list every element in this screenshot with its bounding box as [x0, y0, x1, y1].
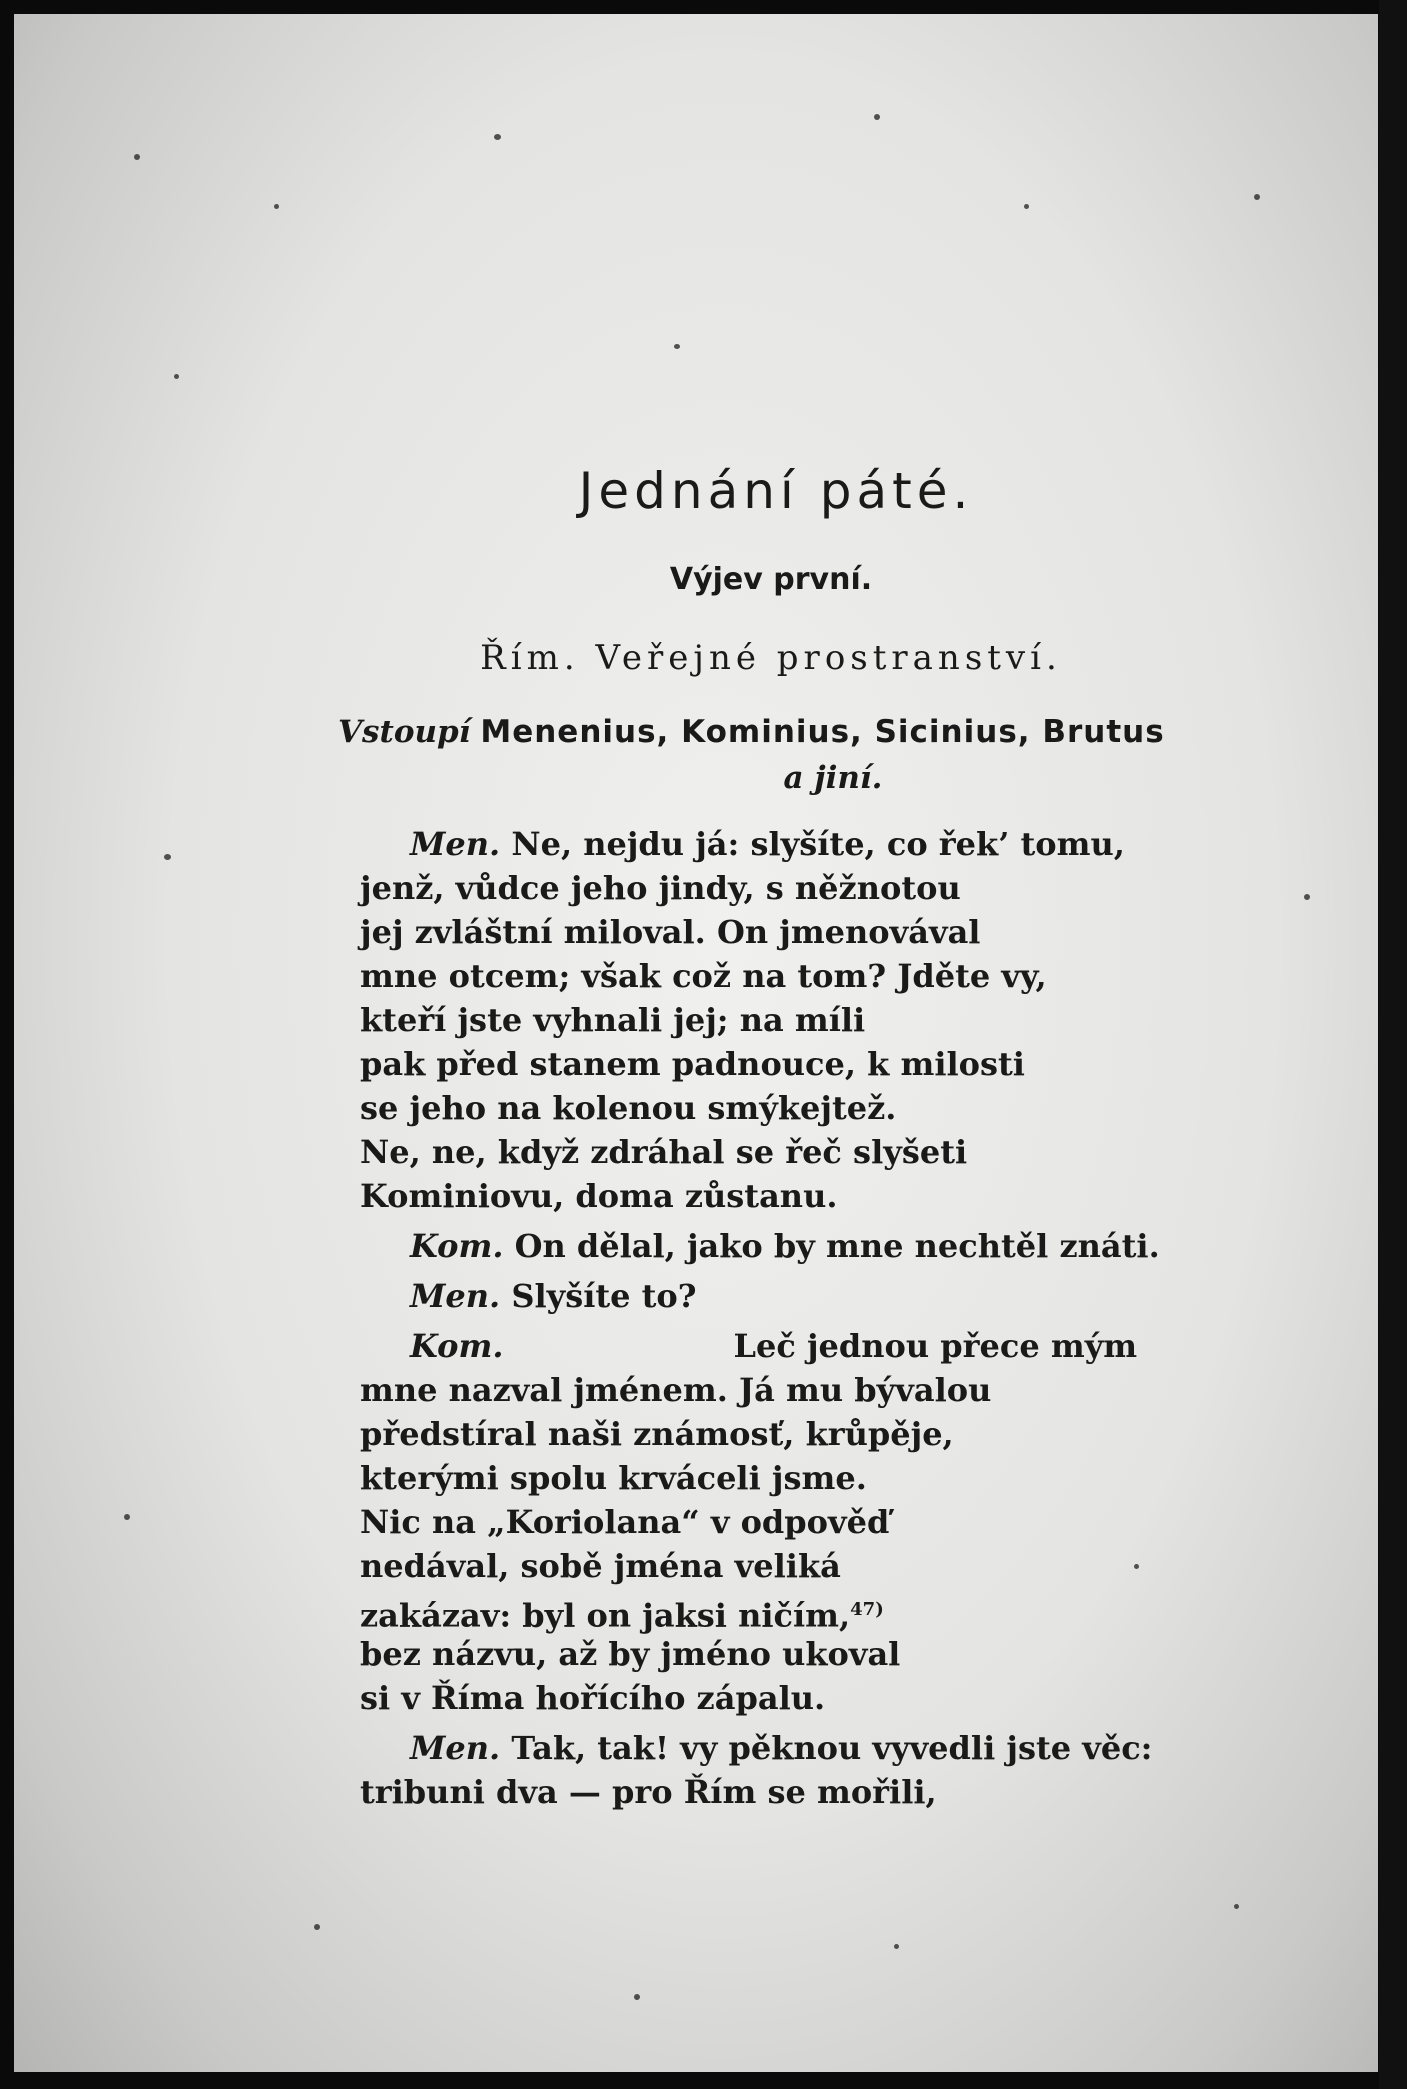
verse-line: si v Říma hořícího zápalu. [360, 1679, 826, 1717]
stage-verb: Vstoupí [338, 714, 471, 750]
stage-names: Menenius, Kominius, Sicinius, Brutus [480, 714, 1165, 750]
scene-title: Výjev první. [669, 562, 873, 597]
verse-line: zakázav: byl on jaksi ničím,$^{47)}$ [360, 1596, 884, 1635]
speaker-label: Kom. [410, 1327, 504, 1365]
speck [894, 1944, 899, 1949]
speck [1254, 194, 1260, 200]
speaker-label: Kom. [410, 1227, 504, 1265]
verse-line: Men. Tak, tak! vy pěknou vyvedli jste věc: [410, 1729, 1153, 1767]
verse-line: mne nazval jménem. Já mu bývalou [360, 1371, 992, 1409]
verse-line: kteří jste vyhnali jej; na míli [360, 1001, 866, 1039]
speck [634, 1994, 640, 2000]
verse-line: Men. Ne, nejdu já: slyšíte, co řek’ tomu, [410, 825, 1125, 863]
speck [174, 374, 179, 379]
verse-line: tribuni dva — pro Řím se mořili, [360, 1773, 937, 1811]
speck [124, 1514, 130, 1520]
verse-line: bez názvu, až by jméno ukoval [360, 1635, 901, 1673]
speck [164, 854, 171, 860]
speck [134, 154, 140, 160]
verse-line: jej zvláštní miloval. On jmenovával [360, 913, 981, 951]
verse-line: nedával, sobě jména veliká [360, 1547, 841, 1585]
verse-line: Ne, ne, když zdráhal se řeč slyšeti [360, 1133, 968, 1171]
speck [1304, 894, 1310, 900]
footnote-mark: 47) [850, 1599, 884, 1620]
speck [314, 1924, 320, 1930]
verse-line: mne otcem; však což na tom? Jděte vy, [360, 957, 1047, 995]
verse-line: pak před stanem padnouce, k milosti [360, 1045, 1025, 1083]
verse-block [360, 822, 1160, 1814]
speaker-label: Men. [410, 825, 501, 863]
book-page [14, 14, 1378, 2072]
verse-line: kterými spolu krváceli jsme. [360, 1459, 867, 1497]
speck [874, 114, 880, 120]
verse-line: Kominiovu, doma zůstanu. [360, 1177, 838, 1215]
verse-line: Nic na „Koriolana“ v odpověď [360, 1503, 890, 1541]
verse-line: Kom. Leč jednou přece mým [410, 1327, 1138, 1365]
act-title: Jednání páté. [578, 462, 974, 520]
scan-edge [1379, 0, 1407, 2089]
verse-line: předstíral naši známosť, krůpěje, [360, 1415, 954, 1453]
verse-line: Men. Slyšíte to? [410, 1277, 697, 1315]
speck [494, 134, 501, 140]
stage-direction [338, 709, 1258, 801]
stage-tail: a jiní. [783, 760, 883, 796]
speck [1234, 1904, 1239, 1909]
verse-line: Kom. On dělal, jako by mne nechtěl znáti. [410, 1227, 1160, 1265]
verse-line: jenž, vůdce jeho jindy, s něžnotou [360, 869, 961, 907]
speck [274, 204, 279, 209]
speaker-label: Men. [410, 1729, 501, 1767]
speck [1024, 204, 1029, 209]
speck [674, 344, 680, 349]
speaker-label: Men. [410, 1277, 501, 1315]
verse-line: se jeho na kolenou smýkejtež. [360, 1089, 897, 1127]
scene-setting: Řím. Veřejné prostranství. [480, 638, 1062, 678]
